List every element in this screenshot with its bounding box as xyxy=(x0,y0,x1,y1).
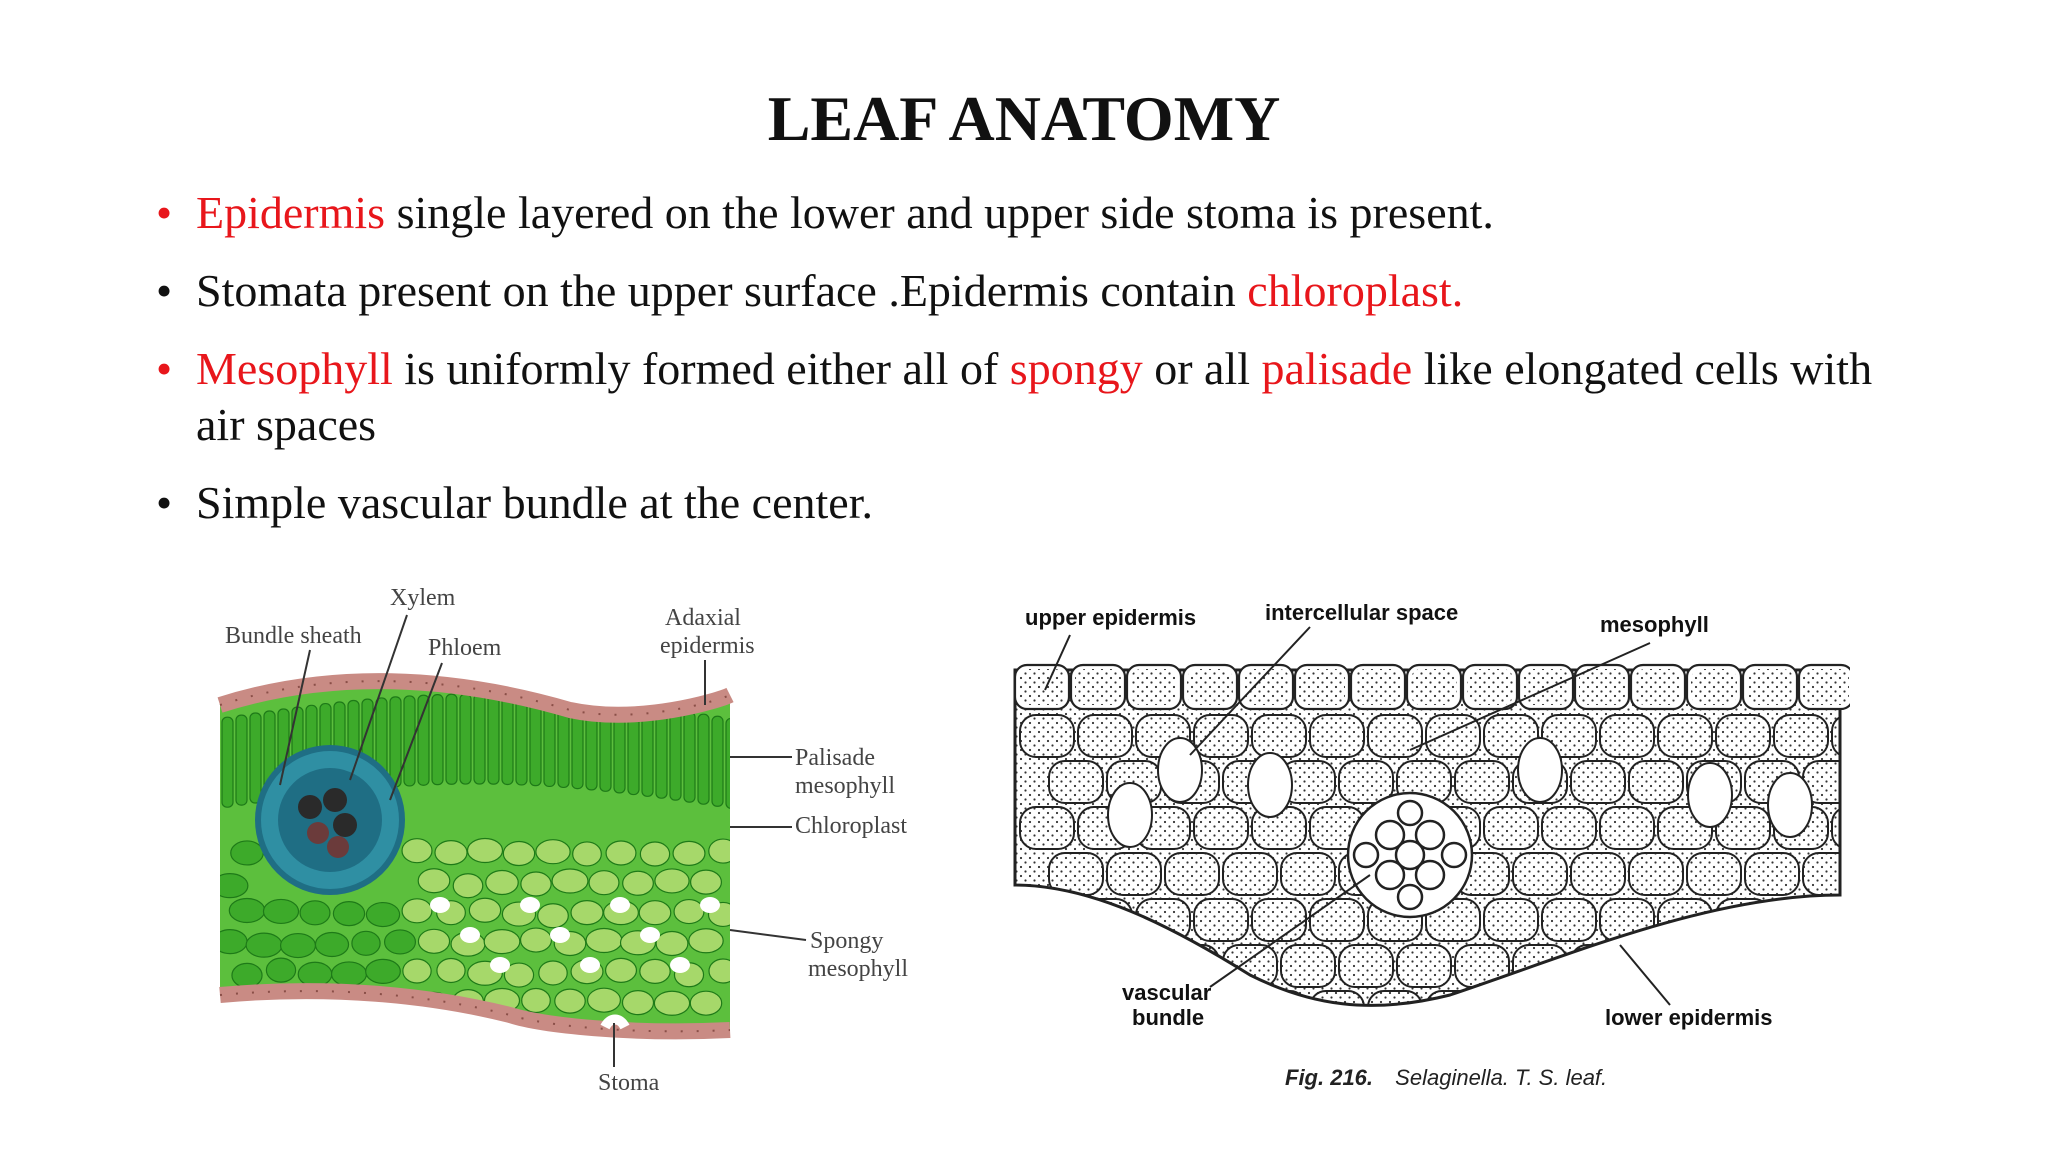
leaf-cross-section-diagram xyxy=(210,575,930,1105)
spongy-cell xyxy=(691,870,722,894)
caption-fig: Fig. 216. xyxy=(1285,1065,1374,1090)
spongy-cell xyxy=(229,898,264,922)
palisade-cell xyxy=(516,695,527,785)
bullet-text: or all xyxy=(1142,343,1262,394)
palisade-cell xyxy=(474,694,485,784)
bullet-dot: • xyxy=(156,265,173,316)
air-space xyxy=(700,897,720,913)
intercellular-space xyxy=(1518,738,1562,802)
air-space xyxy=(520,897,540,913)
spongy-cell xyxy=(573,842,602,866)
label-bundle-sheath: Bundle sheath xyxy=(225,623,362,649)
spongy-cell xyxy=(536,840,570,864)
spongy-cell xyxy=(522,988,551,1012)
spongy-cell xyxy=(555,989,585,1013)
spongy-cell xyxy=(352,931,380,955)
spongy-cell xyxy=(690,991,721,1015)
spongy-cell xyxy=(709,959,737,983)
epidermis-cell-fill xyxy=(1579,669,1625,705)
mesophyll-cell xyxy=(1484,991,1538,1033)
spongy-cell xyxy=(606,841,636,865)
air-space xyxy=(580,957,600,973)
spongy-cell xyxy=(521,928,552,952)
spongy-cell xyxy=(709,839,737,863)
label-adaxial: Adaxial xyxy=(665,605,741,631)
mesophyll-cell xyxy=(1252,991,1306,1033)
spongy-cell xyxy=(674,900,704,924)
spongy-cell xyxy=(539,961,567,985)
spongy-cell xyxy=(639,901,671,925)
spongy-cell xyxy=(213,930,247,954)
intercellular-space xyxy=(1768,773,1812,837)
label-upper-epidermis: upper epidermis xyxy=(1025,605,1197,630)
bullet-epidermis xyxy=(150,185,1910,241)
spongy-cell xyxy=(231,841,263,865)
spongy-cell xyxy=(437,958,465,982)
label-spongy-mesophyll: mesophyll xyxy=(808,956,908,982)
intercellular-space xyxy=(1688,763,1732,827)
spongy-cell xyxy=(622,991,653,1015)
spongy-cell xyxy=(589,871,619,895)
palisade-cell xyxy=(502,694,513,784)
epidermis-cell-fill xyxy=(1299,669,1345,705)
spongy-cell xyxy=(453,874,483,898)
label-xylem: Xylem xyxy=(390,585,456,611)
spongy-cell xyxy=(402,839,432,863)
slide-title: LEAF ANATOMY xyxy=(767,83,1281,154)
epidermis-cell-fill xyxy=(1131,669,1177,705)
spongy-cell xyxy=(469,898,500,922)
mesophyll-cell xyxy=(1832,991,1850,1033)
epidermis-cell-fill xyxy=(1747,669,1793,705)
air-space xyxy=(460,927,480,943)
spongy-cell xyxy=(586,929,622,953)
spongy-cell xyxy=(654,991,689,1015)
spongy-cell xyxy=(281,934,316,958)
spongy-cell xyxy=(486,871,518,895)
spongy-cell xyxy=(418,869,450,893)
palisade-cell xyxy=(684,712,695,802)
spongy-cell xyxy=(655,869,689,893)
epidermis-cell-fill xyxy=(1467,669,1513,705)
spongy-cell xyxy=(315,932,348,956)
mesophyll-cell xyxy=(1542,991,1596,1033)
spongy-cell xyxy=(538,904,569,928)
bullet-vascular xyxy=(150,475,1910,531)
palisade-cell xyxy=(670,710,681,800)
bullet-dot: • xyxy=(156,343,173,394)
bullet-mesophyll xyxy=(150,341,1910,453)
palisade-cell xyxy=(698,714,709,804)
epidermis-cell-fill xyxy=(1411,669,1457,705)
bullet-text: like elongated cells with air spaces xyxy=(196,343,1873,450)
spongy-cell xyxy=(263,899,298,923)
label-intercellular-space: intercellular space xyxy=(1265,600,1459,625)
spongy-cell xyxy=(333,902,364,926)
palisade-cell xyxy=(418,695,429,785)
epidermis-cell-fill xyxy=(1019,669,1065,705)
palisade-cell xyxy=(488,694,499,784)
spongy-cell xyxy=(673,841,705,865)
spongy-cell xyxy=(402,899,432,923)
intercellular-space xyxy=(1158,738,1202,802)
spongy-cell xyxy=(435,841,467,865)
term-spongy: spongy xyxy=(1009,343,1143,394)
epidermis-cell-fill xyxy=(1075,669,1121,705)
term-mesophyll: Mesophyll xyxy=(196,343,393,394)
palisade-cell xyxy=(726,718,737,808)
spongy-cell xyxy=(623,871,654,895)
term-chloroplast: chloroplast. xyxy=(1247,265,1464,316)
bullet-text: is uniformly formed either all of xyxy=(392,343,1010,394)
mesophyll-cell xyxy=(1832,899,1850,941)
spongy-cell xyxy=(385,930,416,954)
label-lower-epidermis: lower epidermis xyxy=(1605,1005,1773,1030)
mesophyll-cell xyxy=(1049,945,1103,987)
spongy-cell xyxy=(484,930,520,954)
air-space xyxy=(550,927,570,943)
spongy-cell xyxy=(212,874,248,898)
label-palisade: Palisade xyxy=(795,745,875,771)
mesophyll-cell xyxy=(1020,899,1074,941)
air-space xyxy=(610,897,630,913)
mesophyll-cell xyxy=(1774,991,1828,1033)
spongy-cell xyxy=(467,838,502,862)
spongy-cell xyxy=(640,842,669,866)
caption-text: Selaginella. T. S. leaf. xyxy=(1395,1065,1608,1090)
spongy-cell xyxy=(246,933,282,957)
epidermis-cell-fill xyxy=(1635,669,1681,705)
spongy-cell xyxy=(588,988,621,1012)
label-mesophyll: mesophyll xyxy=(1600,612,1709,637)
mesophyll-cell xyxy=(1745,945,1799,987)
air-space xyxy=(490,957,510,973)
mesophyll-cell xyxy=(1774,899,1828,941)
bullet-text: Stomata present on the upper surface .Epidermis contain xyxy=(196,265,1248,316)
vascular-bundle-drawing xyxy=(1348,793,1472,917)
spongy-cell xyxy=(521,872,551,896)
palisade-cell xyxy=(656,708,667,798)
bullet-dot: • xyxy=(156,477,173,528)
label-spongy: Spongy xyxy=(810,928,884,954)
palisade-cell xyxy=(236,715,247,805)
svg-text:Fig. 216. Selaginella. T. xyxy=(1285,1065,1607,1090)
bullet-text: Simple vascular bundle at the center. xyxy=(196,477,873,528)
spongy-cell xyxy=(332,962,367,986)
selaginella-leaf-diagram xyxy=(1010,595,1850,1115)
spongy-cell xyxy=(403,959,431,983)
spongy-cell xyxy=(298,962,332,986)
spongy-cell xyxy=(418,929,449,953)
spongy-cell xyxy=(232,963,262,987)
palisade-cell xyxy=(250,713,261,803)
palisade-cell xyxy=(432,695,443,785)
epidermis-cell-fill xyxy=(1803,669,1849,705)
bullet-stomata xyxy=(150,263,1910,319)
bullet-text: single layered on the lower and upper side stoma is present. xyxy=(385,187,1494,238)
palisade-cell xyxy=(222,717,233,807)
mesophyll-cell xyxy=(1803,945,1850,987)
spongy-cell xyxy=(266,958,295,982)
intercellular-space xyxy=(1108,783,1152,847)
spongy-cell xyxy=(571,901,603,925)
vascular-bundle xyxy=(258,748,402,892)
label-bundle: bundle xyxy=(1132,1005,1205,1030)
term-epidermis: Epidermis xyxy=(196,187,386,238)
spongy-cell xyxy=(503,842,534,866)
epidermis-cell-fill xyxy=(1187,669,1233,705)
spongy-cell xyxy=(300,901,330,925)
epidermis-cell-fill xyxy=(1355,669,1401,705)
label-phloem: Phloem xyxy=(428,635,502,661)
spongy-cell xyxy=(606,958,637,982)
label-stoma: Stoma xyxy=(598,1070,660,1096)
spongy-cell xyxy=(366,903,399,927)
air-space xyxy=(670,957,690,973)
palisade-cell xyxy=(446,694,457,784)
spongy-cell xyxy=(640,959,670,983)
air-space xyxy=(640,927,660,943)
palisade-cell xyxy=(460,694,471,784)
spongy-cell xyxy=(366,959,401,983)
label-epidermis: epidermis xyxy=(660,633,755,659)
term-palisade: palisade xyxy=(1261,343,1413,394)
epidermis-cell-fill xyxy=(1523,669,1569,705)
spongy-cell xyxy=(656,932,688,956)
epidermis-cell-fill xyxy=(1691,669,1737,705)
spongy-cell xyxy=(552,869,588,893)
upper-epidermis-cells xyxy=(1015,665,1850,709)
palisade-cell xyxy=(712,716,723,806)
bullet-list xyxy=(150,185,1910,553)
spongy-cell xyxy=(689,929,723,953)
mesophyll-cell xyxy=(1687,945,1741,987)
bullet-dot: • xyxy=(156,187,173,238)
air-space xyxy=(430,897,450,913)
intercellular-space xyxy=(1248,753,1292,817)
mesophyll-cell xyxy=(1020,991,1074,1033)
label-chloroplast: Chloroplast xyxy=(795,813,907,839)
label-palisade-mesophyll: mesophyll xyxy=(795,773,895,799)
label-vascular: vascular xyxy=(1122,980,1212,1005)
